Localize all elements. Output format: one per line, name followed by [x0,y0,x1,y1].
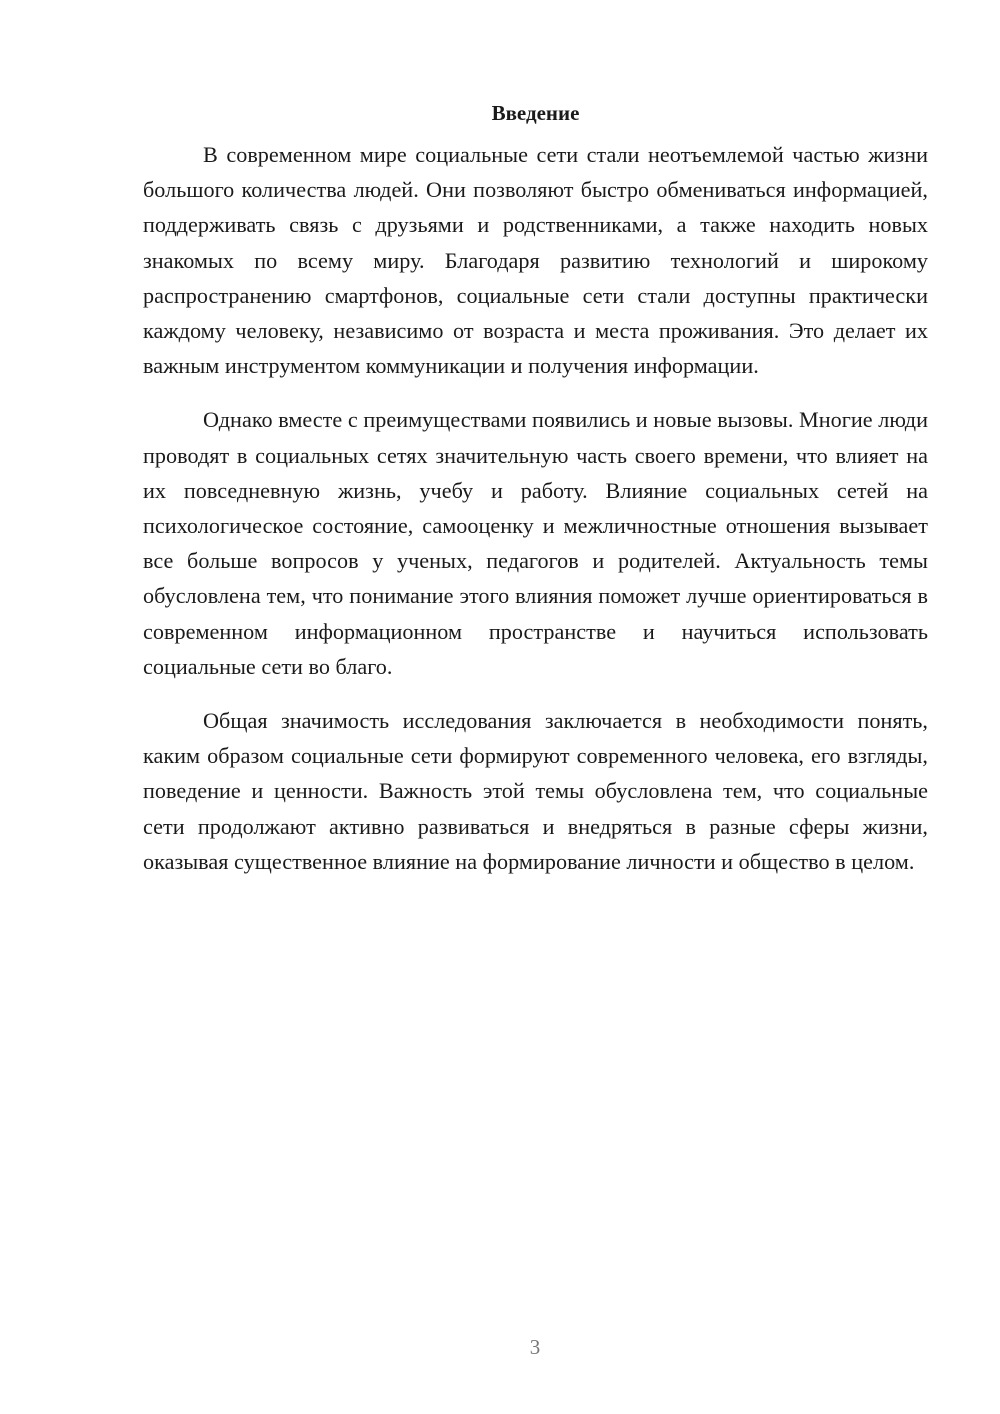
page-number: 3 [529,1335,541,1359]
document-content [143,98,928,898]
paragraph-challenges: Однако вместе с преимуществами появились и новые вызовы. Многие люди проводят в социальных сетях значительную часть своего времени, что влияет на их повседневную жизнь, учебу и работу. Влияние социальных сетей на психологическое состояние, самооценку и межличностные отношения вызывает все больше вопросов у ученых, педагогов и родителей. Актуальность темы обусловлена тем, что понимание этого влияния поможет лучше ориентироваться в современном информационном пространстве и научиться использовать социальные сети во благо. [143,407,928,679]
page-title: Введение [491,101,580,125]
paragraph-social-networks-intro: В современном мире социальные сети стали неотъемлемой частью жизни большого количества людей. Они позволяют быстро обмениваться информацией, поддерживать связь с друзьями и родственниками, а также находить новых знакомых по всему миру. Благодаря развитию технологий и широкому распространению смартфонов, социальные сети стали доступны практически каждому человеку, независимо от возраста и места проживания. Это делает их важным инструментом коммуникации и получения информации. [143,142,928,379]
paragraph-research-significance: Общая значимость исследования заключается в необходимости понять, каким образом социальные сети формируют современного человека, его взгляды, поведение и ценности. Важность этой темы обусловлена тем, что социальные сети продолжают активно развиваться и внедряться в разные сферы жизни, оказывая существенное влияние на формирование личности и общество в целом. [143,708,928,874]
